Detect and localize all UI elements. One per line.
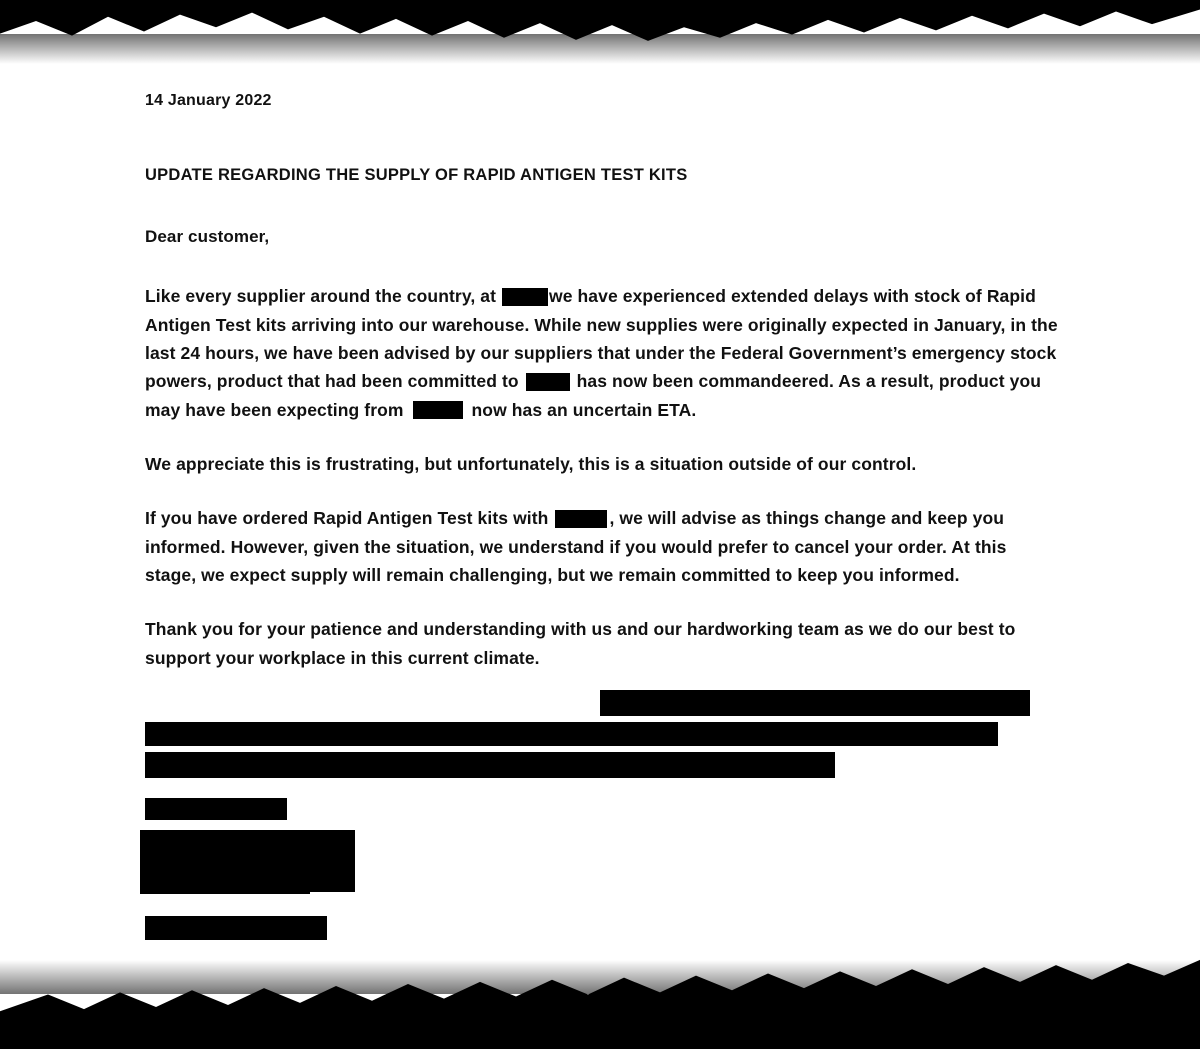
redaction-bar-inline (502, 288, 548, 306)
paragraph-1-text-c: has now been commandeered. As a result, product you may have been expecting from (145, 371, 1042, 420)
paragraph-3-text-b: , we will advise as things change and keep you informed. However, given the situation, we understand if you would prefer to cancel your order. At this stage, we expect supply will remain challenging, but we remain committed to keep you informed. (145, 508, 1007, 585)
redaction-bar-inline (555, 510, 607, 528)
paragraph-1-text-b: we have experienced extended delays with stock of Rapid Antigen Test kits arriving into our warehouse. While new supplies were originally expected in January, in the last 24 hours, we have been advised by our suppliers that under the Federal Government’s emergency stock powers, product that had been committed to (145, 286, 1058, 392)
redaction-bar-signature-line-1 (145, 798, 287, 820)
paragraph-4 (145, 615, 1060, 672)
paragraph-2-text: We appreciate this is frustrating, but unfortunately, this is a situation outside of our control. (145, 453, 917, 474)
letter-body (145, 88, 1060, 696)
redaction-bar-inline (413, 401, 463, 419)
paragraph-3 (145, 504, 1060, 589)
paragraph-1 (145, 282, 1060, 424)
letter-date: 14 January 2022 (145, 92, 272, 109)
paragraph-1-text-a: Like every supplier around the country, at (145, 286, 502, 307)
paragraph-4-text: Thank you for your patience and understanding with us and our hardworking team as we do our best to support your workplace in this current climate. (145, 619, 1016, 668)
redaction-bar-sign-off-line-1 (600, 690, 1030, 716)
page-title: UPDATE REGARDING THE SUPPLY OF RAPID ANTIGEN TEST KITS (145, 165, 688, 184)
redaction-bar-signature-block-2 (140, 862, 310, 894)
redaction-bar-sign-off-line-3 (145, 752, 835, 778)
redaction-bar-signature-line-2 (145, 916, 327, 940)
paragraph-3-text-a: If you have ordered Rapid Antigen Test kits with (145, 508, 554, 529)
redaction-bar-sign-off-line-2 (145, 722, 998, 746)
salutation: Dear customer, (145, 226, 270, 246)
paragraph-1-text-d: now has an uncertain ETA. (466, 399, 697, 420)
redaction-bar-inline (526, 373, 570, 391)
paragraph-2 (145, 450, 1060, 478)
